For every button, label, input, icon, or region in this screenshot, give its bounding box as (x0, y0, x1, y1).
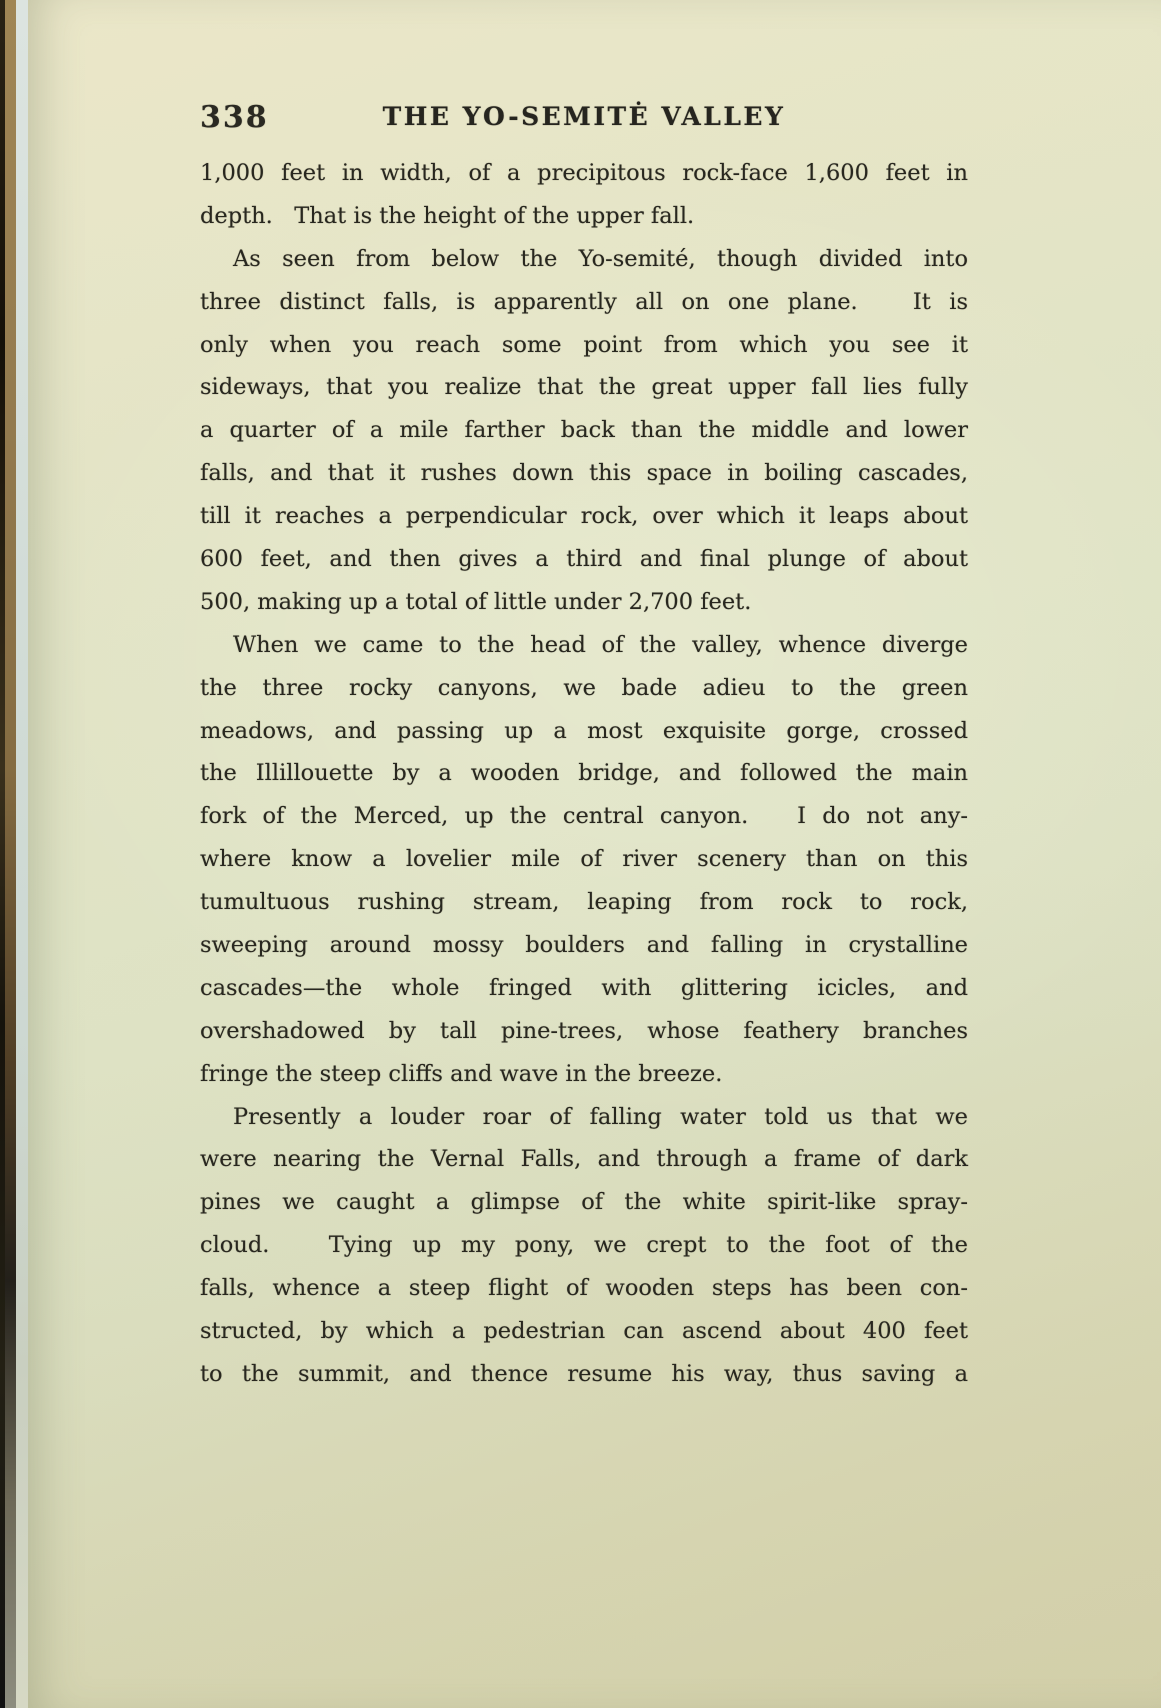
text-line: cloud. Tying up my pony, we crept to the foot of the (200, 1232, 968, 1259)
text-line: tumultuous rushing stream, leaping from rock to rock, (200, 889, 968, 916)
paragraph (200, 238, 968, 624)
text-line: were nearing the Vernal Falls, and through a frame of dark (200, 1146, 968, 1173)
text-line: When we came to the head of the valley, whence diverge (233, 631, 968, 658)
paragraph (200, 1096, 968, 1396)
text-line: Presently a louder roar of falling water told us that we (233, 1103, 968, 1130)
text-line: only when you reach some point from which you see it (200, 331, 968, 358)
text-line: where know a lovelier mile of river scenery than on this (200, 846, 968, 873)
text-line: cascades—the whole fringed with glittering icicles, and (200, 974, 968, 1001)
text-line: As seen from below the Yo-semité, though divided into (233, 245, 968, 272)
text-line: meadows, and passing up a most exquisite gorge, crossed (200, 717, 968, 744)
text-line: 600 feet, and then gives a third and final plunge of about (200, 546, 968, 573)
text-line: 500, making up a total of little under 2,700 feet. (200, 588, 752, 615)
text-line: a quarter of a mile farther back than the middle and lower (200, 417, 968, 444)
text-line: fringe the steep cliffs and wave in the breeze. (200, 1060, 723, 1087)
text-line: the three rocky canyons, we bade adieu to the green (200, 674, 968, 701)
text-block (200, 152, 968, 1396)
text-line: sideways, that you realize that the great upper fall lies fully (200, 374, 968, 401)
paragraph (200, 624, 968, 1096)
text-line: overshadowed by tall pine-trees, whose feathery branches (200, 1017, 968, 1044)
text-line: sweeping around mossy boulders and falling in crystalline (200, 932, 968, 959)
text-line: the Illillouette by a wooden bridge, and followed the main (200, 760, 968, 787)
text-line: depth. That is the height of the upper fall. (200, 202, 695, 229)
text-line: fork of the Merced, up the central canyon. I do not any- (200, 803, 968, 830)
text-line: till it reaches a perpendicular rock, over which it leaps about (200, 503, 968, 530)
text-line: pines we caught a glimpse of the white spirit-like spray- (200, 1189, 968, 1216)
paragraph (200, 152, 968, 238)
running-header: THE YO-SEMITĖ VALLEY (382, 102, 786, 131)
text-line: 1,000 feet in width, of a precipitous rock-face 1,600 feet in (200, 160, 968, 186)
paper (28, 0, 1161, 1708)
page-number: 338 (200, 100, 269, 135)
page-header (200, 98, 968, 138)
text-line: falls, whence a steep flight of wooden steps has been con- (200, 1275, 968, 1302)
page-edge-highlight (16, 0, 28, 1708)
text-line: three distinct falls, is apparently all on one plane. It is (200, 288, 968, 315)
text-line: falls, and that it rushes down this space in boiling cascades, (200, 460, 968, 487)
binding-edge-brown (5, 0, 16, 1708)
text-line: to the summit, and thence resume his way, thus saving a (200, 1360, 968, 1387)
text-line: structed, by which a pedestrian can ascend about 400 feet (200, 1318, 968, 1345)
